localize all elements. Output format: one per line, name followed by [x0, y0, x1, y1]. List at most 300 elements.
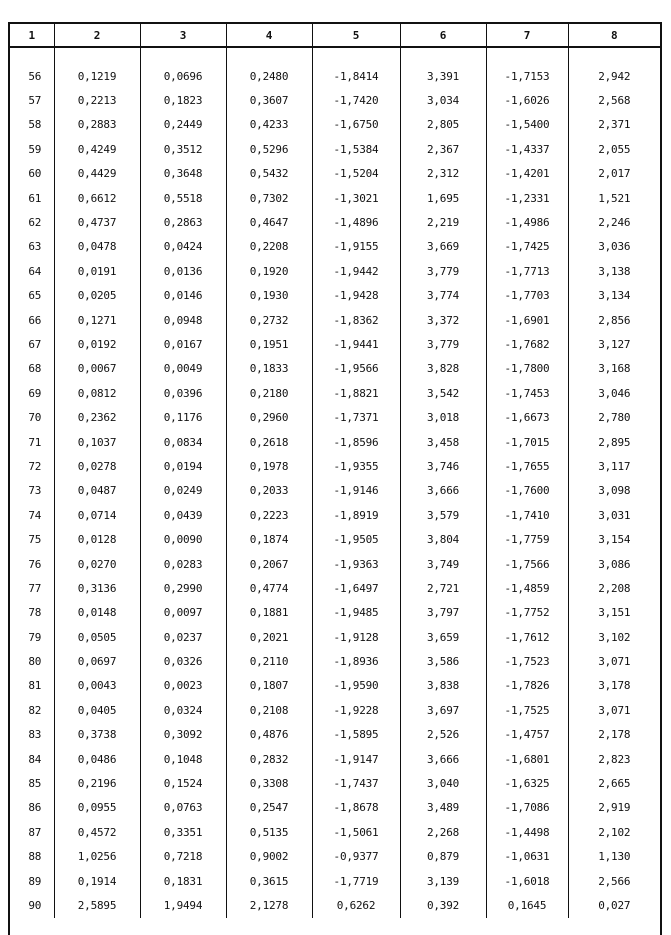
table-cell: 3,178: [568, 674, 660, 698]
table-cell: -1,9128: [312, 625, 400, 649]
table-row: [10, 625, 660, 649]
table-cell: 0,2480: [226, 64, 312, 88]
table-cell: -1,7437: [312, 771, 400, 795]
table-cell: 0,0696: [140, 64, 226, 88]
table-cell: 0,4429: [54, 162, 140, 186]
table-cell: -1,7153: [486, 64, 568, 88]
table-cell: -1,8936: [312, 649, 400, 673]
table-row: [10, 88, 660, 112]
row-number-cell: 75: [28, 533, 42, 547]
table-cell: 0,0043: [54, 674, 140, 698]
table-cell: -1,7523: [486, 649, 568, 673]
table-cell: -1,6901: [486, 308, 568, 332]
table-cell: 0,2213: [54, 88, 140, 112]
table-cell: 3,154: [568, 527, 660, 551]
table-cell: 0,0326: [140, 649, 226, 673]
table-row: [10, 845, 660, 869]
table-row: [10, 162, 660, 186]
row-number-cell: 66: [28, 313, 42, 327]
table-cell: 0,3512: [140, 137, 226, 161]
table-row: [10, 259, 660, 283]
table-cell: 0,5518: [140, 186, 226, 210]
table-cell: 0,2547: [226, 796, 312, 820]
table-cell: 0,0023: [140, 674, 226, 698]
table-row: [10, 186, 660, 210]
table-cell: 3,086: [568, 552, 660, 576]
row-number-cell: 81: [28, 679, 42, 693]
table-cell: 0,0097: [140, 601, 226, 625]
table-cell: 2,895: [568, 430, 660, 454]
table-cell: 0,9002: [226, 845, 312, 869]
row-number-cell: 78: [28, 606, 42, 620]
table-row: [10, 284, 660, 308]
table-row: [10, 698, 660, 722]
table-cell: 0,2832: [226, 747, 312, 771]
table-row: [10, 723, 660, 747]
row-number-cell: 76: [28, 557, 42, 571]
table-cell: -1,9155: [312, 235, 400, 259]
table-cell: 3,579: [400, 503, 486, 527]
table-row: [10, 771, 660, 795]
table-cell: 3,139: [400, 869, 486, 893]
column-header: 1: [10, 23, 54, 47]
table-cell: -1,7420: [312, 88, 400, 112]
table-cell: -1,9485: [312, 601, 400, 625]
table-cell: 3,746: [400, 454, 486, 478]
table-cell: 2,568: [568, 88, 660, 112]
spacer-row: [10, 47, 660, 64]
table-cell: 0,2196: [54, 771, 140, 795]
table-cell: 0,4647: [226, 210, 312, 234]
table-cell: 3,697: [400, 698, 486, 722]
table-cell: 0,027: [568, 893, 660, 917]
table-cell: 3,168: [568, 357, 660, 381]
table-cell: -1,7800: [486, 357, 568, 381]
table-cell: -1,7826: [486, 674, 568, 698]
table-row: [10, 381, 660, 405]
table-cell: 3,666: [400, 479, 486, 503]
row-number-cell: 65: [28, 289, 42, 303]
table-cell: 0,0487: [54, 479, 140, 503]
table-cell: 2,268: [400, 820, 486, 844]
table-cell: 0,1807: [226, 674, 312, 698]
table-cell: 0,0714: [54, 503, 140, 527]
table-row: [10, 503, 660, 527]
table-cell: 0,3607: [226, 88, 312, 112]
table-cell: 3,071: [568, 698, 660, 722]
table-cell: 0,1881: [226, 601, 312, 625]
table-cell: -1,4859: [486, 576, 568, 600]
table-row: [10, 869, 660, 893]
table-cell: 0,4774: [226, 576, 312, 600]
table-cell: 0,0834: [140, 430, 226, 454]
table-cell: -1,9428: [312, 284, 400, 308]
table-cell: -1,8362: [312, 308, 400, 332]
table-cell: 1,0256: [54, 845, 140, 869]
table-cell: 3,151: [568, 601, 660, 625]
table-cell: -1,6497: [312, 576, 400, 600]
row-number-cell: 61: [28, 191, 42, 205]
table-cell: -1,6750: [312, 113, 400, 137]
table-cell: 3,372: [400, 308, 486, 332]
table-cell: 2,102: [568, 820, 660, 844]
table-cell: 3,391: [400, 64, 486, 88]
table-cell: 0,0812: [54, 381, 140, 405]
table-cell: 3,669: [400, 235, 486, 259]
table-cell: -1,7600: [486, 479, 568, 503]
table-cell: 0,0505: [54, 625, 140, 649]
table-cell: 0,4737: [54, 210, 140, 234]
table-cell: -1,7453: [486, 381, 568, 405]
table-cell: 0,1978: [226, 454, 312, 478]
table-cell: -1,7752: [486, 601, 568, 625]
table-cell: -1,4986: [486, 210, 568, 234]
table-cell: 0,2108: [226, 698, 312, 722]
table-cell: 2,371: [568, 113, 660, 137]
table-cell: 0,3351: [140, 820, 226, 844]
table-cell: 0,2863: [140, 210, 226, 234]
table-cell: 0,0405: [54, 698, 140, 722]
table-cell: 0,0955: [54, 796, 140, 820]
table-cell: 0,3308: [226, 771, 312, 795]
row-number-cell: 79: [28, 630, 42, 644]
table-cell: -1,0631: [486, 845, 568, 869]
column-header: 4: [226, 23, 312, 47]
table-row: [10, 430, 660, 454]
table-cell: 0,0205: [54, 284, 140, 308]
table-cell: 3,098: [568, 479, 660, 503]
table-cell: 3,117: [568, 454, 660, 478]
table-cell: 3,036: [568, 235, 660, 259]
table-row: [10, 235, 660, 259]
row-number-cell: 68: [28, 362, 42, 376]
table-cell: 0,2990: [140, 576, 226, 600]
table-cell: 2,856: [568, 308, 660, 332]
table-cell: -1,9441: [312, 332, 400, 356]
table-cell: -1,6018: [486, 869, 568, 893]
row-number-cell: 60: [28, 167, 42, 181]
table-cell: 0,1831: [140, 869, 226, 893]
row-number-cell: 67: [28, 337, 42, 351]
table-row: [10, 210, 660, 234]
table-cell: 2,919: [568, 796, 660, 820]
table-cell: 0,6612: [54, 186, 140, 210]
row-number-cell: 80: [28, 655, 42, 669]
table-cell: 3,542: [400, 381, 486, 405]
header-row: [10, 23, 660, 47]
table-row: [10, 601, 660, 625]
table-cell: -1,9355: [312, 454, 400, 478]
table-cell: -1,7713: [486, 259, 568, 283]
table-row: [10, 113, 660, 137]
table-cell: 0,2067: [226, 552, 312, 576]
table-cell: 0,2208: [226, 235, 312, 259]
table-cell: 2,942: [568, 64, 660, 88]
table-cell: -1,4757: [486, 723, 568, 747]
table-cell: 0,0237: [140, 625, 226, 649]
table-cell: 0,0194: [140, 454, 226, 478]
row-number-cell: 84: [28, 752, 42, 766]
table-cell: 0,1930: [226, 284, 312, 308]
table-cell: 0,0146: [140, 284, 226, 308]
table-cell: 2,367: [400, 137, 486, 161]
table-cell: 0,0192: [54, 332, 140, 356]
table-cell: 0,4233: [226, 113, 312, 137]
table-row: [10, 64, 660, 88]
table-cell: 0,1951: [226, 332, 312, 356]
table-row: [10, 576, 660, 600]
table-cell: 0,7218: [140, 845, 226, 869]
table-cell: -1,4337: [486, 137, 568, 161]
table-cell: -1,4896: [312, 210, 400, 234]
table-cell: 2,208: [568, 576, 660, 600]
table-cell: 0,0278: [54, 454, 140, 478]
table-cell: 3,804: [400, 527, 486, 551]
table-cell: 3,774: [400, 284, 486, 308]
table-cell: 0,1833: [226, 357, 312, 381]
table-cell: 0,0763: [140, 796, 226, 820]
column-header: 2: [54, 23, 140, 47]
table-cell: 0,0424: [140, 235, 226, 259]
table-cell: -1,8678: [312, 796, 400, 820]
row-number-cell: 73: [28, 484, 42, 498]
table-cell: 3,779: [400, 332, 486, 356]
table-cell: 3,134: [568, 284, 660, 308]
table-cell: 2,721: [400, 576, 486, 600]
table-cell: 0,0324: [140, 698, 226, 722]
table-cell: 0,2180: [226, 381, 312, 405]
table-cell: -1,7525: [486, 698, 568, 722]
table-cell: 0,3648: [140, 162, 226, 186]
table-cell: -1,8919: [312, 503, 400, 527]
table-cell: 3,586: [400, 649, 486, 673]
row-number-cell: 62: [28, 216, 42, 230]
table-cell: -1,7682: [486, 332, 568, 356]
row-number-cell: 70: [28, 411, 42, 425]
table-cell: 0,0090: [140, 527, 226, 551]
table-cell: 0,4249: [54, 137, 140, 161]
table-cell: -1,5384: [312, 137, 400, 161]
row-number-cell: 64: [28, 264, 42, 278]
table-cell: 3,127: [568, 332, 660, 356]
table-cell: 2,246: [568, 210, 660, 234]
table-cell: 0,5135: [226, 820, 312, 844]
row-number-cell: 69: [28, 386, 42, 400]
table-cell: 0,0148: [54, 601, 140, 625]
table-cell: -1,8821: [312, 381, 400, 405]
table-cell: -1,6801: [486, 747, 568, 771]
table-cell: 0,1037: [54, 430, 140, 454]
table-cell: 0,3136: [54, 576, 140, 600]
table-cell: 0,6262: [312, 893, 400, 917]
table-cell: 0,3092: [140, 723, 226, 747]
table-cell: 2,823: [568, 747, 660, 771]
table-cell: 0,1920: [226, 259, 312, 283]
table-cell: 0,3615: [226, 869, 312, 893]
row-number-cell: 88: [28, 850, 42, 864]
table-cell: -1,7015: [486, 430, 568, 454]
table-cell: 0,2960: [226, 405, 312, 429]
table-cell: 3,071: [568, 649, 660, 673]
table-row: [10, 357, 660, 381]
table-row: [10, 893, 660, 917]
table-cell: 0,2362: [54, 405, 140, 429]
table-row: [10, 796, 660, 820]
row-number-cell: 83: [28, 728, 42, 742]
table-cell: 0,1524: [140, 771, 226, 795]
table-cell: 0,0478: [54, 235, 140, 259]
table-cell: -1,3021: [312, 186, 400, 210]
table-cell: 0,0486: [54, 747, 140, 771]
table-cell: -1,7719: [312, 869, 400, 893]
table-cell: 3,034: [400, 88, 486, 112]
table-cell: 3,018: [400, 405, 486, 429]
table-cell: -1,9590: [312, 674, 400, 698]
table-cell: 0,0128: [54, 527, 140, 551]
table-cell: 3,489: [400, 796, 486, 820]
table-cell: -1,5204: [312, 162, 400, 186]
table-cell: 3,138: [568, 259, 660, 283]
row-number-cell: 58: [28, 118, 42, 132]
table-cell: 0,0249: [140, 479, 226, 503]
table-cell: -1,9363: [312, 552, 400, 576]
table-cell: 0,4572: [54, 820, 140, 844]
table-cell: 1,130: [568, 845, 660, 869]
table-cell: 0,0697: [54, 649, 140, 673]
table-cell: 3,797: [400, 601, 486, 625]
table-cell: 2,566: [568, 869, 660, 893]
table-cell: -1,9505: [312, 527, 400, 551]
table-row: [10, 332, 660, 356]
table-cell: 3,659: [400, 625, 486, 649]
table-cell: 2,178: [568, 723, 660, 747]
table-cell: -1,9228: [312, 698, 400, 722]
table-cell: -1,5895: [312, 723, 400, 747]
table-page: [8, 22, 662, 935]
row-number-cell: 85: [28, 777, 42, 791]
table-cell: 3,838: [400, 674, 486, 698]
table-cell: 0,0167: [140, 332, 226, 356]
table-cell: 2,017: [568, 162, 660, 186]
table-cell: -1,6673: [486, 405, 568, 429]
table-cell: -1,9442: [312, 259, 400, 283]
table-row: [10, 308, 660, 332]
column-header: 5: [312, 23, 400, 47]
table-cell: -1,7086: [486, 796, 568, 820]
row-number-cell: 86: [28, 801, 42, 815]
table-cell: 0,0270: [54, 552, 140, 576]
row-number-cell: 77: [28, 581, 42, 595]
table-row: [10, 747, 660, 771]
table-cell: 0,2033: [226, 479, 312, 503]
table-cell: -1,7371: [312, 405, 400, 429]
table-cell: -1,7655: [486, 454, 568, 478]
column-header: 6: [400, 23, 486, 47]
table-row: [10, 405, 660, 429]
row-number-cell: 87: [28, 825, 42, 839]
row-number-cell: 71: [28, 435, 42, 449]
table-cell: 0,2449: [140, 113, 226, 137]
table-cell: 0,1219: [54, 64, 140, 88]
column-header: 7: [486, 23, 568, 47]
table-cell: 2,219: [400, 210, 486, 234]
table-cell: 0,879: [400, 845, 486, 869]
table-row: [10, 454, 660, 478]
table-cell: -1,4498: [486, 820, 568, 844]
table-cell: 3,040: [400, 771, 486, 795]
table-cell: 3,749: [400, 552, 486, 576]
row-number-cell: 74: [28, 508, 42, 522]
table-cell: -1,7759: [486, 527, 568, 551]
table-cell: 2,1278: [226, 893, 312, 917]
table-cell: 1,9494: [140, 893, 226, 917]
table-cell: 3,779: [400, 259, 486, 283]
table-cell: 0,1048: [140, 747, 226, 771]
table-cell: -1,8414: [312, 64, 400, 88]
column-header: 8: [568, 23, 660, 47]
table-cell: -1,9566: [312, 357, 400, 381]
table-cell: 0,2618: [226, 430, 312, 454]
table-cell: 0,1823: [140, 88, 226, 112]
table-cell: -1,7703: [486, 284, 568, 308]
row-number-cell: 59: [28, 142, 42, 156]
table-cell: -0,9377: [312, 845, 400, 869]
table-cell: -1,9146: [312, 479, 400, 503]
table-cell: 1,695: [400, 186, 486, 210]
table-row: [10, 552, 660, 576]
table-cell: -1,7566: [486, 552, 568, 576]
data-table: [10, 22, 660, 918]
table-cell: -1,5061: [312, 820, 400, 844]
table-cell: 0,0067: [54, 357, 140, 381]
table-cell: 0,392: [400, 893, 486, 917]
table-cell: 0,0191: [54, 259, 140, 283]
table-cell: 0,0396: [140, 381, 226, 405]
column-header: 3: [140, 23, 226, 47]
table-cell: -1,9147: [312, 747, 400, 771]
table-cell: -1,7612: [486, 625, 568, 649]
table-cell: 0,0283: [140, 552, 226, 576]
table-cell: 0,0136: [140, 259, 226, 283]
row-number-cell: 82: [28, 703, 42, 717]
table-cell: 0,2110: [226, 649, 312, 673]
table-row: [10, 137, 660, 161]
table-cell: 3,458: [400, 430, 486, 454]
table-cell: 0,2883: [54, 113, 140, 137]
table-cell: 2,526: [400, 723, 486, 747]
table-cell: 3,102: [568, 625, 660, 649]
table-cell: 3,828: [400, 357, 486, 381]
table-cell: 0,3738: [54, 723, 140, 747]
table-cell: 2,5895: [54, 893, 140, 917]
table-row: [10, 820, 660, 844]
table-cell: 2,780: [568, 405, 660, 429]
table-cell: 1,521: [568, 186, 660, 210]
table-cell: 0,1176: [140, 405, 226, 429]
table-cell: 2,665: [568, 771, 660, 795]
table-row: [10, 527, 660, 551]
table-row: [10, 479, 660, 503]
table-cell: 2,055: [568, 137, 660, 161]
table-cell: 3,046: [568, 381, 660, 405]
table-cell: -1,2331: [486, 186, 568, 210]
table-cell: 0,1874: [226, 527, 312, 551]
table-row: [10, 674, 660, 698]
table-cell: 0,0948: [140, 308, 226, 332]
table-cell: 0,5432: [226, 162, 312, 186]
table-cell: -1,7425: [486, 235, 568, 259]
table-cell: -1,5400: [486, 113, 568, 137]
